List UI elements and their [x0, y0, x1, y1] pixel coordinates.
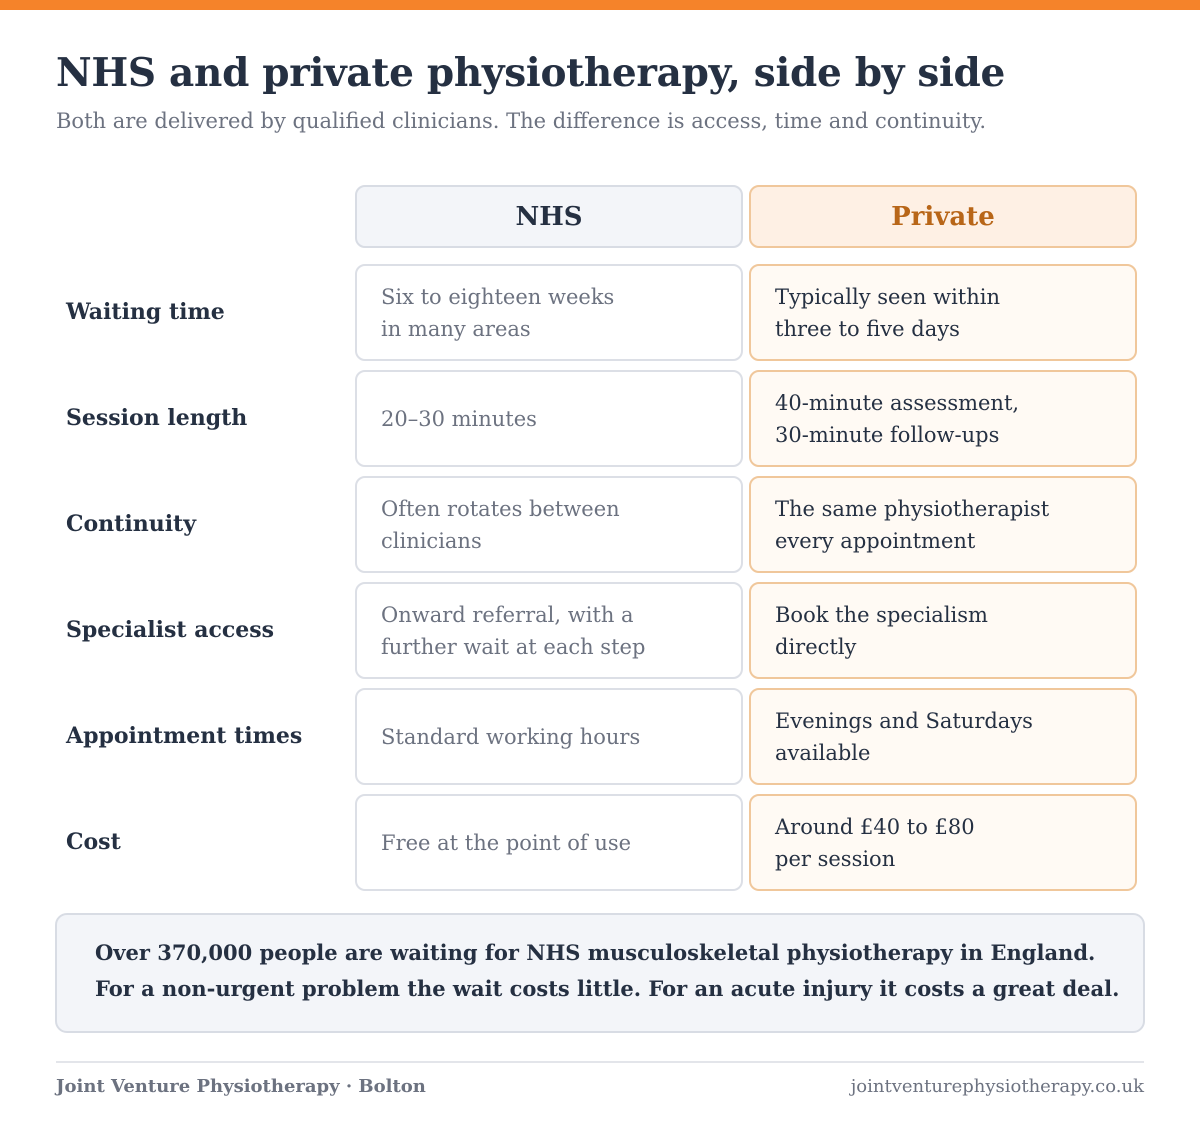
nhs-cell-waiting-time: Six to eighteen weeks in many areas	[355, 264, 743, 361]
callout-line-1: Over 370,000 people are waiting for NHS musculoskeletal physiotherapy in England.	[95, 940, 1096, 965]
private-cell-specialist-access: Book the specialism directly	[749, 582, 1137, 679]
private-cell-appointment-times: Evenings and Saturdays available	[749, 688, 1137, 785]
column-header-private: Private	[749, 185, 1137, 248]
column-header-nhs: NHS	[355, 185, 743, 248]
page-subtitle: Both are delivered by qualified clinicians. The difference is access, time and continuity.	[56, 109, 987, 133]
row-label-session-length: Session length	[66, 405, 248, 431]
nhs-cell-continuity: Often rotates between clinicians	[355, 476, 743, 573]
private-cell-session-length: 40-minute assessment, 30-minute follow-ups	[749, 370, 1137, 467]
callout-box	[55, 913, 1145, 1033]
private-cell-waiting-time: Typically seen within three to five days	[749, 264, 1137, 361]
footer-practice-name: Joint Venture Physiotherapy · Bolton	[56, 1076, 426, 1097]
footer-website: jointventurephysiotherapy.co.uk	[850, 1076, 1144, 1097]
nhs-cell-appointment-times: Standard working hours	[355, 688, 743, 785]
nhs-cell-cost: Free at the point of use	[355, 794, 743, 891]
nhs-cell-specialist-access: Onward referral, with a further wait at each step	[355, 582, 743, 679]
page-title: NHS and private physiotherapy, side by side	[56, 50, 1005, 96]
row-label-waiting-time: Waiting time	[66, 299, 225, 325]
private-cell-continuity: The same physiotherapist every appointment	[749, 476, 1137, 573]
row-label-cost: Cost	[66, 829, 121, 855]
row-label-appointment-times: Appointment times	[66, 723, 303, 749]
callout-line-2: For a non-urgent problem the wait costs little. For an acute injury it costs a great deal.	[95, 976, 1120, 1001]
row-label-specialist-access: Specialist access	[66, 617, 275, 643]
nhs-cell-session-length: 20–30 minutes	[355, 370, 743, 467]
footer-divider	[56, 1061, 1144, 1063]
row-label-continuity: Continuity	[66, 511, 196, 537]
private-cell-cost: Around £40 to £80 per session	[749, 794, 1137, 891]
accent-bar	[0, 0, 1200, 10]
